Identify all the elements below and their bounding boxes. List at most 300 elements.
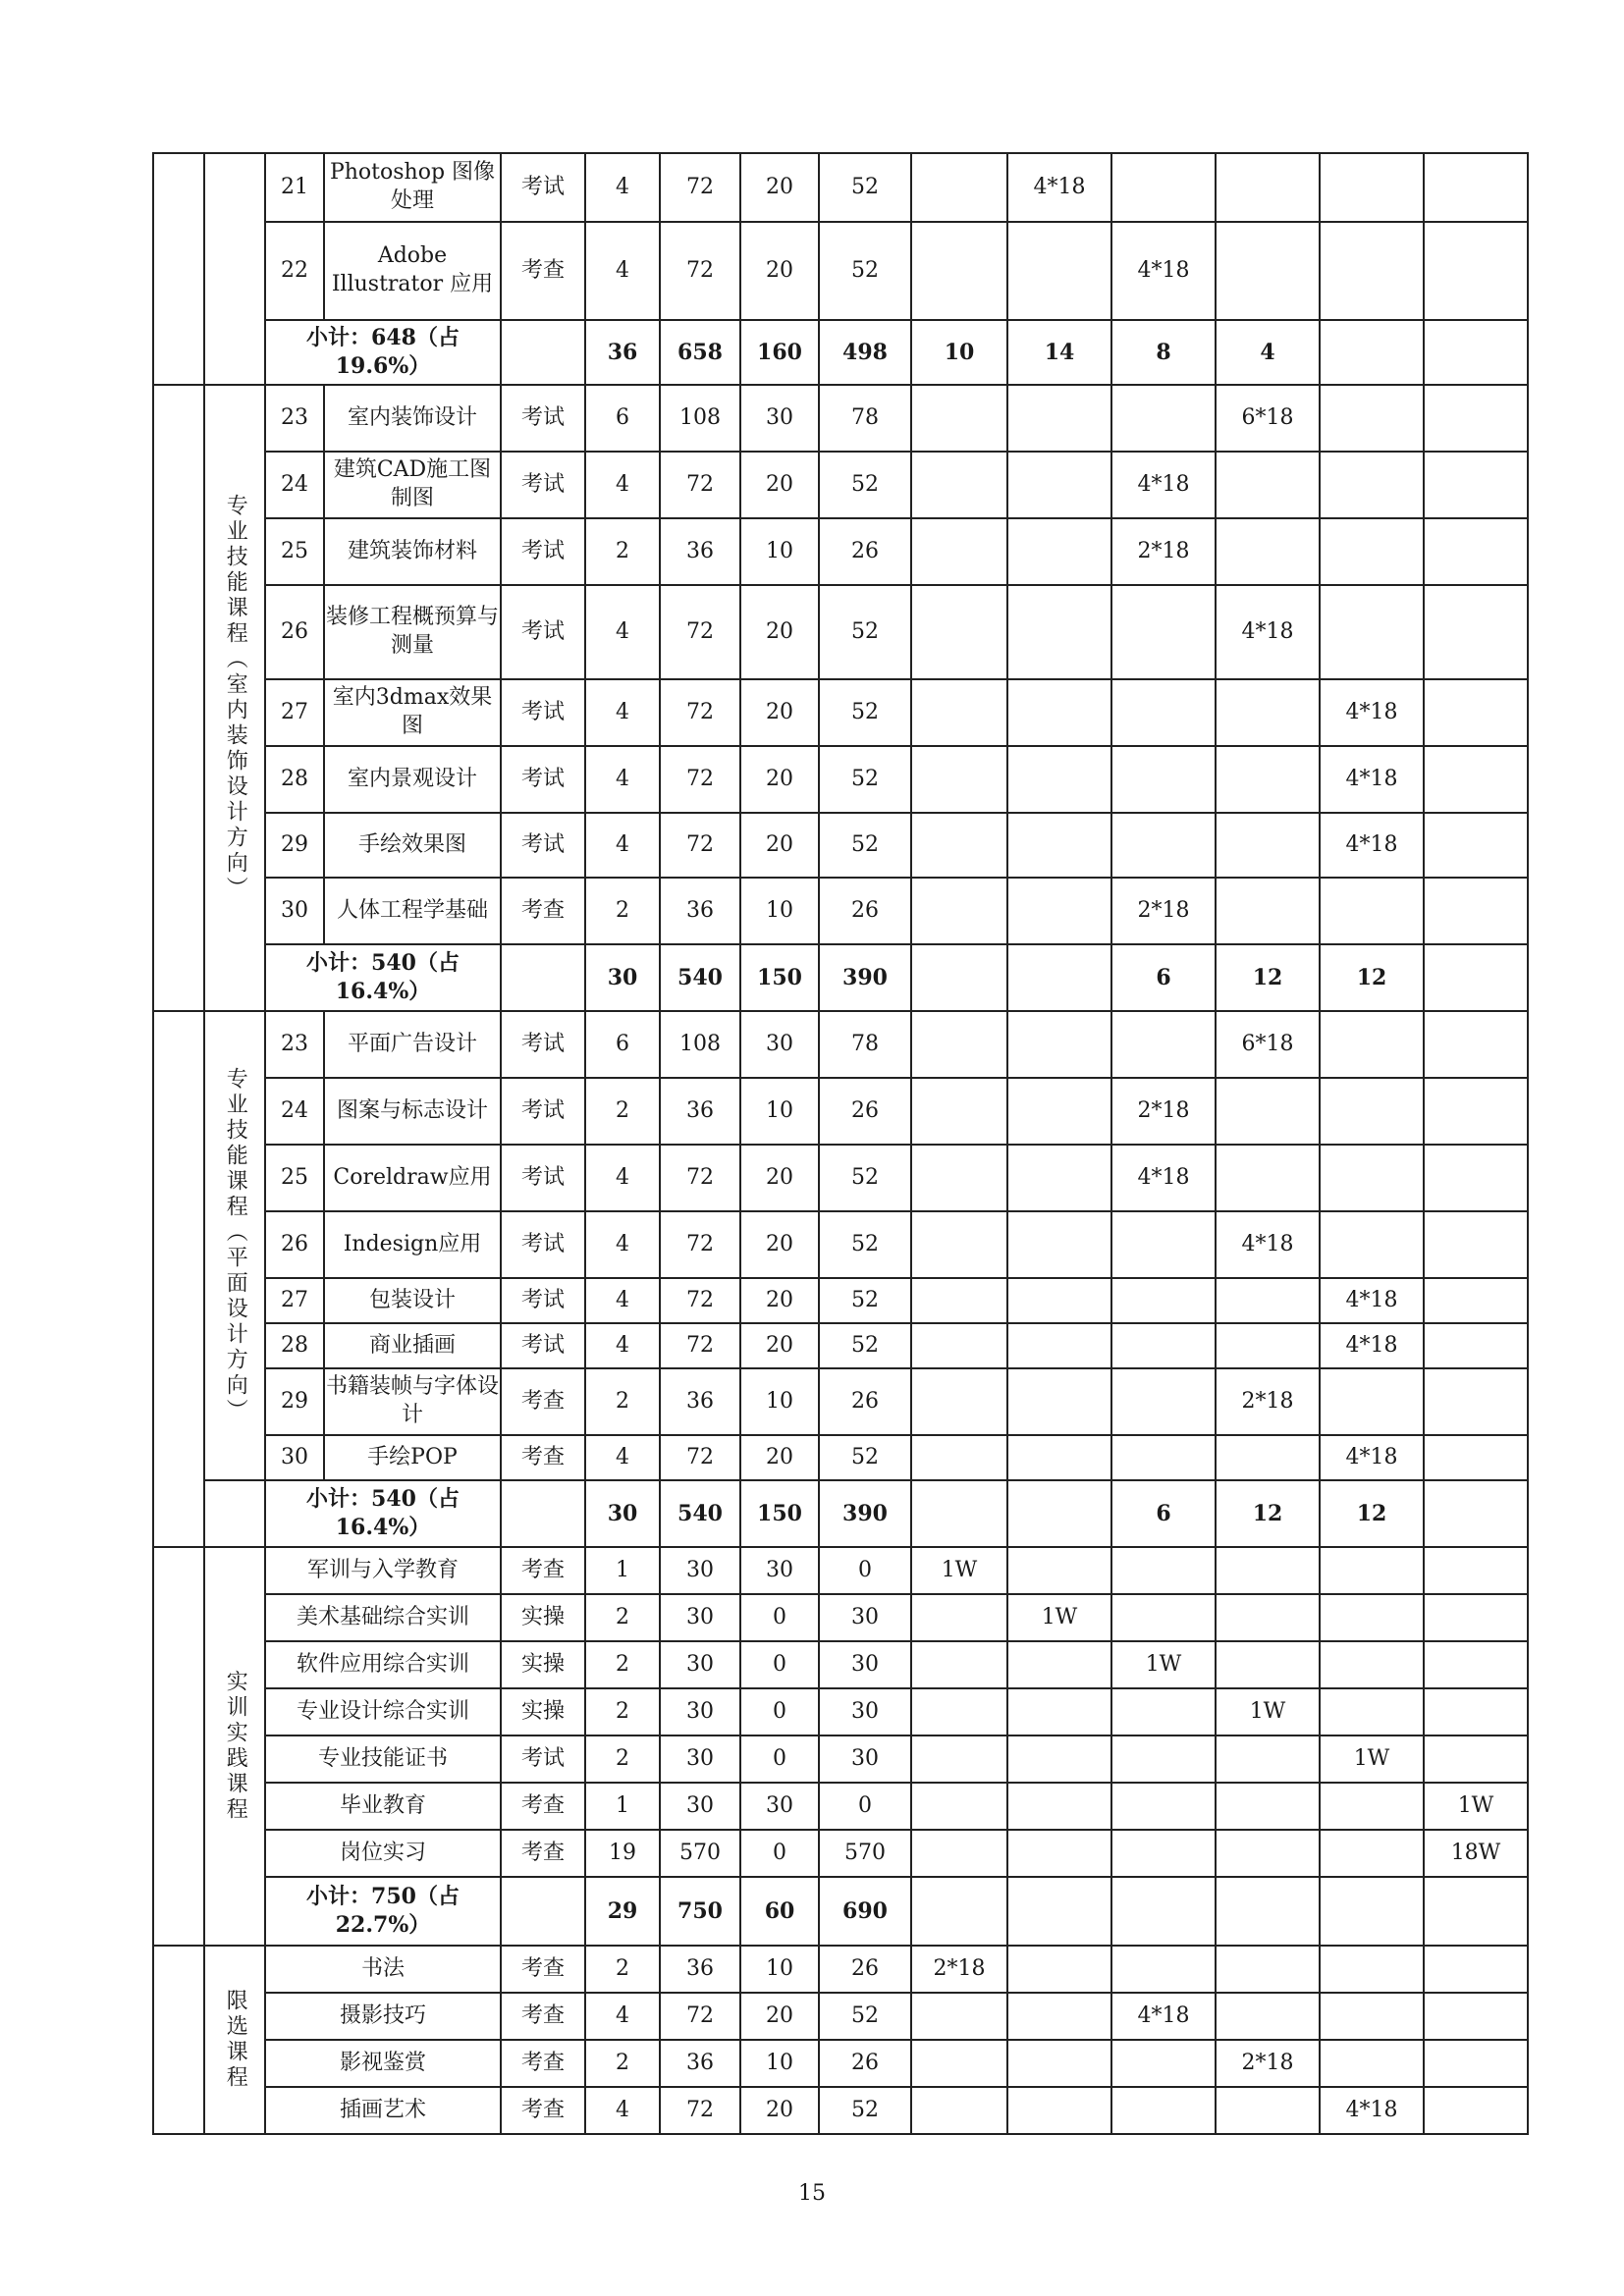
semester-2-cell: 4*18 [1007,153,1111,222]
credit-value: 4 [585,1435,660,1480]
semester-2-cell [1007,1641,1111,1688]
category-cell: 限选课程 [204,1946,265,2134]
semester-5-cell [1320,1641,1424,1688]
semester-3-cell [1111,1735,1216,1783]
semester-6-cell [1424,1946,1528,1993]
semester-4-cell [1216,1830,1320,1877]
total-hours: 30 [660,1783,740,1830]
semester-5-cell: 4*18 [1320,1278,1424,1323]
semester-5-cell [1320,2040,1424,2087]
course-name: 摄影技巧 [265,1993,501,2040]
semester-6-cell [1424,1078,1528,1145]
table-row [153,679,1528,746]
empty-margin-cell [153,153,204,385]
table-row [153,222,1528,320]
semester-3-cell [1111,1435,1216,1480]
semester-2-cell [1007,1783,1111,1830]
semester-6-cell [1424,1641,1528,1688]
table-row [153,2040,1528,2087]
table-row [153,385,1528,452]
semester-3-cell [1111,1011,1216,1078]
theory-hours: 0 [740,1735,819,1783]
assessment-type: 考试 [501,585,585,679]
course-name: 插画艺术 [265,2087,501,2134]
subtotal-semester-1 [911,1480,1007,1547]
total-hours: 72 [660,1278,740,1323]
course-name: 建筑CAD施工图制图 [324,452,501,518]
assessment-type: 考查 [501,1830,585,1877]
semester-4-cell: 6*18 [1216,385,1320,452]
semester-3-cell [1111,385,1216,452]
semester-1-cell [911,1641,1007,1688]
subtotal-row [153,320,1528,385]
subtotal-semester-5: 12 [1320,944,1424,1011]
semester-4-cell: 6*18 [1216,1011,1320,1078]
theory-hours: 20 [740,1323,819,1368]
course-name: 软件应用综合实训 [265,1641,501,1688]
course-name: 包装设计 [324,1278,501,1323]
semester-2-cell [1007,1368,1111,1435]
practice-hours: 52 [819,1211,911,1278]
course-name: 室内景观设计 [324,746,501,813]
course-number: 24 [265,1078,324,1145]
total-hours: 72 [660,1145,740,1211]
total-hours: 36 [660,1946,740,1993]
semester-1-cell [911,1830,1007,1877]
theory-hours: 0 [740,1830,819,1877]
subtotal-practice: 498 [819,320,911,385]
subtotal-row [153,1877,1528,1946]
practice-hours: 52 [819,679,911,746]
theory-hours: 30 [740,1783,819,1830]
practice-hours: 0 [819,1547,911,1594]
theory-hours: 20 [740,813,819,878]
semester-6-cell: 1W [1424,1783,1528,1830]
semester-1-cell [911,1594,1007,1641]
subtotal-label: 小计：648（占19.6%） [265,320,501,385]
credit-value: 4 [585,2087,660,2134]
semester-3-cell [1111,1688,1216,1735]
semester-4-cell [1216,1783,1320,1830]
course-number: 26 [265,1211,324,1278]
assessment-type: 考试 [501,1145,585,1211]
semester-1-cell [911,2087,1007,2134]
total-hours: 72 [660,1993,740,2040]
subtotal-practice: 390 [819,944,911,1011]
assessment-type: 考查 [501,1547,585,1594]
semester-5-cell [1320,1594,1424,1641]
assessment-type: 考试 [501,1078,585,1145]
semester-2-cell [1007,585,1111,679]
credit-value: 4 [585,1993,660,2040]
empty-margin-cell [153,1547,204,1946]
semester-6-cell [1424,153,1528,222]
table-row [153,1323,1528,1368]
subtotal-practice: 390 [819,1480,911,1547]
category-cell [204,153,265,385]
semester-5-cell: 4*18 [1320,1435,1424,1480]
credit-value: 4 [585,1278,660,1323]
practice-hours: 30 [819,1688,911,1735]
course-name: Indesign应用 [324,1211,501,1278]
empty-margin-cell [153,1011,204,1547]
semester-6-cell [1424,679,1528,746]
table-row [153,1993,1528,2040]
table-row [153,1211,1528,1278]
total-hours: 72 [660,1211,740,1278]
credit-value: 1 [585,1547,660,1594]
course-name: 影视鉴赏 [265,2040,501,2087]
subtotal-theory: 150 [740,944,819,1011]
semester-1-cell [911,679,1007,746]
semester-5-cell [1320,1993,1424,2040]
assessment-type: 考试 [501,1211,585,1278]
semester-4-cell [1216,878,1320,944]
category-cell-blank [204,1480,265,1547]
subtotal-hours: 658 [660,320,740,385]
semester-1-cell [911,585,1007,679]
semester-6-cell [1424,2040,1528,2087]
semester-5-cell [1320,518,1424,585]
semester-2-cell [1007,1993,1111,2040]
semester-4-cell [1216,2087,1320,2134]
semester-4-cell [1216,1641,1320,1688]
credit-value: 4 [585,585,660,679]
table-row [153,1735,1528,1783]
credit-value: 4 [585,679,660,746]
practice-hours: 78 [819,385,911,452]
semester-3-cell: 4*18 [1111,1993,1216,2040]
empty-margin-cell [153,385,204,1011]
credit-value: 2 [585,1946,660,1993]
table-row [153,518,1528,585]
course-number: 22 [265,222,324,320]
subtotal-semester-5 [1320,320,1424,385]
semester-6-cell [1424,1688,1528,1735]
credit-value: 1 [585,1783,660,1830]
semester-6-cell [1424,1735,1528,1783]
subtotal-semester-3: 8 [1111,320,1216,385]
course-name: 手绘效果图 [324,813,501,878]
semester-5-cell [1320,452,1424,518]
semester-2-cell [1007,746,1111,813]
semester-2-cell [1007,2040,1111,2087]
semester-4-cell [1216,1547,1320,1594]
semester-2-cell [1007,1078,1111,1145]
subtotal-semester-4 [1216,1877,1320,1946]
semester-3-cell: 4*18 [1111,222,1216,320]
semester-5-cell: 1W [1320,1735,1424,1783]
total-hours: 72 [660,153,740,222]
subtotal-semester-1 [911,1877,1007,1946]
table-row [153,1278,1528,1323]
semester-1-cell [911,1011,1007,1078]
course-name: 图案与标志设计 [324,1078,501,1145]
semester-3-cell [1111,1946,1216,1993]
assessment-type: 考试 [501,813,585,878]
subtotal-semester-5 [1320,1877,1424,1946]
practice-hours: 52 [819,452,911,518]
total-hours: 570 [660,1830,740,1877]
semester-4-cell [1216,1145,1320,1211]
total-hours: 30 [660,1735,740,1783]
assessment-type: 考查 [501,222,585,320]
semester-4-cell: 1W [1216,1688,1320,1735]
semester-1-cell [911,1735,1007,1783]
table-row [153,1641,1528,1688]
total-hours: 72 [660,679,740,746]
credit-value: 2 [585,1368,660,1435]
semester-6-cell [1424,1594,1528,1641]
credit-value: 4 [585,1323,660,1368]
semester-5-cell [1320,1783,1424,1830]
semester-4-cell [1216,518,1320,585]
semester-5-cell [1320,1211,1424,1278]
credit-value: 4 [585,1211,660,1278]
total-hours: 108 [660,1011,740,1078]
assessment-type: 考试 [501,1323,585,1368]
table-row [153,2087,1528,2134]
table-row [153,878,1528,944]
course-name: 商业插画 [324,1323,501,1368]
course-name: 专业设计综合实训 [265,1688,501,1735]
semester-2-cell [1007,2087,1111,2134]
semester-1-cell [911,1783,1007,1830]
table-row [153,1688,1528,1735]
practice-hours: 52 [819,813,911,878]
credit-value: 6 [585,385,660,452]
semester-4-cell [1216,153,1320,222]
assessment-type: 实操 [501,1688,585,1735]
semester-3-cell [1111,1278,1216,1323]
credit-value: 4 [585,1145,660,1211]
assessment-type: 考试 [501,1735,585,1783]
semester-2-cell [1007,679,1111,746]
credit-value: 2 [585,1735,660,1783]
semester-3-cell [1111,1594,1216,1641]
course-number: 27 [265,679,324,746]
course-name: Coreldraw应用 [324,1145,501,1211]
course-name: Adobe Illustrator 应用 [324,222,501,320]
semester-6-cell [1424,746,1528,813]
practice-hours: 26 [819,1078,911,1145]
subtotal-semester-2 [1007,944,1111,1011]
semester-2-cell [1007,1145,1111,1211]
practice-hours: 78 [819,1011,911,1078]
theory-hours: 30 [740,1011,819,1078]
total-hours: 30 [660,1641,740,1688]
semester-3-cell [1111,153,1216,222]
total-hours: 36 [660,1078,740,1145]
empty-margin-cell [153,1946,204,2134]
semester-4-cell: 2*18 [1216,2040,1320,2087]
practice-hours: 30 [819,1594,911,1641]
semester-1-cell [911,1323,1007,1368]
semester-5-cell [1320,1946,1424,1993]
semester-6-cell [1424,1368,1528,1435]
semester-3-cell [1111,585,1216,679]
theory-hours: 10 [740,878,819,944]
semester-3-cell: 2*18 [1111,518,1216,585]
subtotal-semester-2: 14 [1007,320,1111,385]
semester-5-cell [1320,1830,1424,1877]
semester-1-cell [911,385,1007,452]
semester-5-cell [1320,1145,1424,1211]
course-number: 29 [265,813,324,878]
theory-hours: 10 [740,2040,819,2087]
semester-5-cell [1320,878,1424,944]
total-hours: 72 [660,746,740,813]
table-row [153,585,1528,679]
semester-5-cell [1320,153,1424,222]
assessment-type: 考查 [501,1783,585,1830]
course-number: 28 [265,746,324,813]
theory-hours: 30 [740,1547,819,1594]
subtotal-row [153,1480,1528,1547]
semester-4-cell [1216,679,1320,746]
credit-value: 2 [585,518,660,585]
practice-hours: 26 [819,1368,911,1435]
theory-hours: 10 [740,1078,819,1145]
theory-hours: 20 [740,679,819,746]
assessment-type: 考查 [501,1946,585,1993]
semester-4-cell: 4*18 [1216,585,1320,679]
subtotal-hours: 540 [660,944,740,1011]
course-number: 21 [265,153,324,222]
assessment-type: 考查 [501,1993,585,2040]
course-name: 岗位实习 [265,1830,501,1877]
subtotal-row [153,944,1528,1011]
practice-hours: 30 [819,1641,911,1688]
table-row [153,452,1528,518]
semester-4-cell [1216,222,1320,320]
assessment-type: 考查 [501,878,585,944]
table-row [153,1145,1528,1211]
theory-hours: 0 [740,1641,819,1688]
theory-hours: 20 [740,746,819,813]
theory-hours: 10 [740,518,819,585]
subtotal-semester-6 [1424,1480,1528,1547]
subtotal-semester-6 [1424,944,1528,1011]
semester-1-cell [911,1368,1007,1435]
subtotal-semester-3 [1111,1877,1216,1946]
semester-2-cell [1007,1323,1111,1368]
subtotal-theory: 60 [740,1877,819,1946]
semester-2-cell [1007,1946,1111,1993]
semester-2-cell [1007,452,1111,518]
course-name: 书法 [265,1946,501,1993]
practice-hours: 26 [819,1946,911,1993]
subtotal-label: 小计：540（占16.4%） [265,1480,501,1547]
theory-hours: 0 [740,1594,819,1641]
semester-6-cell [1424,1323,1528,1368]
total-hours: 72 [660,813,740,878]
semester-3-cell [1111,746,1216,813]
subtotal-assess [501,944,585,1011]
semester-5-cell [1320,1368,1424,1435]
semester-1-cell [911,1688,1007,1735]
theory-hours: 20 [740,1993,819,2040]
semester-5-cell: 4*18 [1320,1323,1424,1368]
semester-2-cell [1007,1011,1111,1078]
course-name: 美术基础综合实训 [265,1594,501,1641]
credit-value: 2 [585,1594,660,1641]
subtotal-semester-2 [1007,1877,1111,1946]
table-body [153,153,1528,2134]
course-name: 装修工程概预算与测量 [324,585,501,679]
semester-4-cell [1216,1278,1320,1323]
semester-1-cell [911,878,1007,944]
semester-2-cell [1007,518,1111,585]
assessment-type: 考查 [501,2087,585,2134]
practice-hours: 52 [819,1435,911,1480]
subtotal-hours: 750 [660,1877,740,1946]
table-row [153,1547,1528,1594]
semester-3-cell [1111,1323,1216,1368]
subtotal-semester-1 [911,944,1007,1011]
semester-4-cell [1216,746,1320,813]
semester-4-cell [1216,1993,1320,2040]
theory-hours: 20 [740,585,819,679]
theory-hours: 20 [740,2087,819,2134]
subtotal-semester-6 [1424,1877,1528,1946]
assessment-type: 实操 [501,1594,585,1641]
practice-hours: 52 [819,1145,911,1211]
assessment-type: 考试 [501,1278,585,1323]
course-name: 建筑装饰材料 [324,518,501,585]
subtotal-credit: 30 [585,944,660,1011]
course-number: 24 [265,452,324,518]
semester-4-cell [1216,1946,1320,1993]
total-hours: 30 [660,1688,740,1735]
semester-1-cell [911,2040,1007,2087]
practice-hours: 52 [819,1278,911,1323]
semester-4-cell: 4*18 [1216,1211,1320,1278]
semester-1-cell [911,153,1007,222]
semester-3-cell: 2*18 [1111,878,1216,944]
credit-value: 4 [585,222,660,320]
course-name: 手绘POP [324,1435,501,1480]
semester-2-cell [1007,1735,1111,1783]
theory-hours: 20 [740,1278,819,1323]
semester-2-cell [1007,1547,1111,1594]
practice-hours: 52 [819,1323,911,1368]
category-cell: 专业技能课程（室内装饰设计方向） [204,385,265,1011]
semester-6-cell [1424,1145,1528,1211]
semester-1-cell [911,813,1007,878]
practice-hours: 26 [819,518,911,585]
theory-hours: 20 [740,1435,819,1480]
subtotal-semester-2 [1007,1480,1111,1547]
semester-3-cell: 4*18 [1111,452,1216,518]
semester-2-cell [1007,1688,1111,1735]
practice-hours: 26 [819,2040,911,2087]
practice-hours: 0 [819,1783,911,1830]
credit-value: 19 [585,1830,660,1877]
semester-2-cell [1007,1211,1111,1278]
subtotal-theory: 150 [740,1480,819,1547]
course-name: 军训与入学教育 [265,1547,501,1594]
subtotal-credit: 30 [585,1480,660,1547]
total-hours: 72 [660,1323,740,1368]
semester-1-cell [911,222,1007,320]
course-number: 25 [265,518,324,585]
semester-3-cell [1111,1830,1216,1877]
semester-6-cell [1424,452,1528,518]
semester-1-cell: 2*18 [911,1946,1007,1993]
semester-5-cell [1320,585,1424,679]
subtotal-semester-4: 12 [1216,1480,1320,1547]
